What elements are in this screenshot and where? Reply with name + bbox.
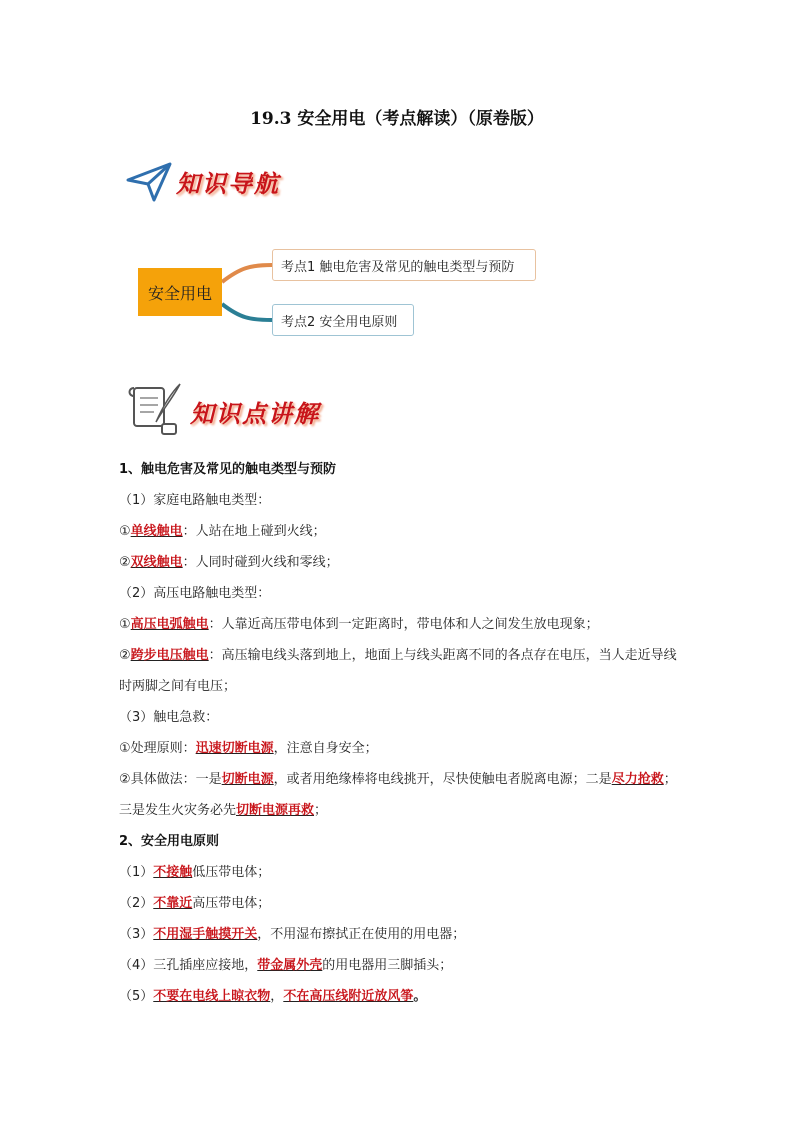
key-term: 不接触 [153,865,193,880]
list-item-single-wire [119,516,679,547]
key-term: 带金属外壳 [257,958,323,973]
item-text: ；三是发生火灾务必先 [119,772,677,818]
item-text: ：人站在地上碰到火线； [182,524,326,539]
item-text: ，注意自身安全； [273,741,378,756]
subsection-title-household: （1）家庭电路触电类型： [119,493,271,508]
list-item-method [119,764,679,826]
item-prefix: ① [119,524,131,539]
key-term: 高压电弧触电 [130,617,209,632]
subsection-title-first-aid: （3）触电急救： [119,710,219,725]
item-prefix: （5） [119,989,154,1004]
item-prefix: （4）三孔插座应接地， [119,958,258,973]
item-text: ； [314,803,328,818]
item-text: ：人靠近高压带电体到一定距离时，带电体和人之间发生放电现象； [208,617,599,632]
item-text: ：人同时碰到火线和零线； [182,555,339,570]
rule-item-1 [119,857,679,888]
item-text: ，或者用绝缘棒将电线挑开，尽快使触电者脱离电源；二是 [273,772,612,787]
item-prefix: ② [119,648,131,663]
key-term: 不靠近 [153,896,193,911]
item-text: ：高压输电线头落到地上，地面上与线头距离不同的各点存在电压，当人走近导线时两脚之间有电压； [119,648,677,694]
key-term: 切断电源 [221,772,274,787]
item-prefix: ② [119,555,131,570]
key-term: 不用湿手触摸开关 [153,927,258,942]
item-text: 高压带电体； [192,896,271,911]
knowledge-explain-banner [126,378,356,440]
key-term: 不在高压线附近放风筝 [283,989,414,1004]
list-item-step-voltage [119,640,679,702]
section-heading-2: 2、安全用电原则 [119,834,220,849]
key-term: 切断电源再救 [236,803,315,818]
mindmap-node-1: 考点1 触电危害及常见的触电类型与预防 [272,249,536,281]
key-term: 跨步电压触电 [130,648,209,663]
rule-item-4 [119,950,679,981]
item-text: 。 [413,989,427,1004]
list-item-principle [119,733,679,764]
item-prefix: ① [119,617,131,632]
rule-item-2 [119,888,679,919]
item-text: ，不用湿布擦拭正在使用的用电器； [257,927,466,942]
item-text: ， [270,989,284,1004]
content-body [119,454,679,1012]
key-term: 尽力抢救 [611,772,664,787]
key-term: 双线触电 [130,555,183,570]
rule-item-5 [119,981,679,1012]
rule-item-3 [119,919,679,950]
item-prefix: ①处理原则： [119,741,196,756]
scroll-quill-icon [126,378,182,436]
page-title: 19.3 安全用电（考点解读）（原卷版） [250,109,544,129]
subsection-title-high-voltage: （2）高压电路触电类型： [119,586,271,601]
knowledge-explain-title: 知识点讲解 [190,399,320,428]
section-heading-1: 1、触电危害及常见的触电类型与预防 [119,462,337,477]
item-text: 的用电器用三脚插头； [322,958,453,973]
key-term: 单线触电 [130,524,183,539]
item-prefix: （1） [119,865,154,880]
list-item-double-wire [119,547,679,578]
item-prefix: ②具体做法：一是 [119,772,222,787]
item-prefix: （3） [119,927,154,942]
mindmap-root: 安全用电 [138,268,222,316]
item-prefix: （2） [119,896,154,911]
key-term: 迅速切断电源 [195,741,274,756]
knowledge-nav-title: 知识导航 [176,169,280,198]
mindmap-connectors [0,0,794,400]
list-item-arc [119,609,679,640]
item-text: 低压带电体； [192,865,271,880]
mindmap-node-2: 考点2 安全用电原则 [272,304,414,336]
key-term: 不要在电线上晾衣物 [153,989,271,1004]
